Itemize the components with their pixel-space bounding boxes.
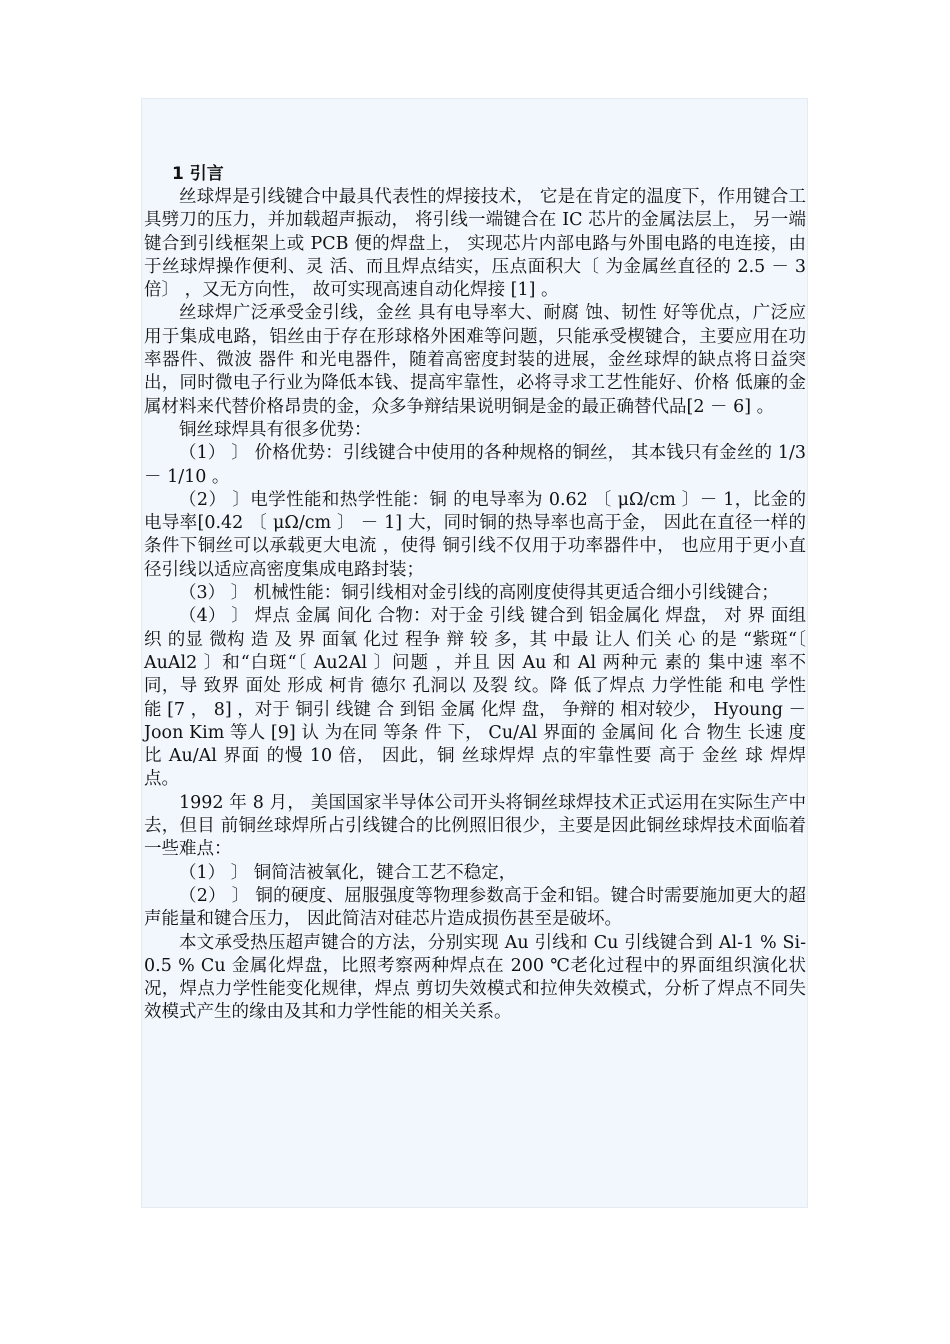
list-item-hardness: （2） 〕 铜的硬度、屈服强度等物理参数高于金和铝。键合时需要施加更大的超声能量和键合压力， 因此简洁对硅芯片造成损伤甚至是破坏。 bbox=[144, 885, 806, 930]
list-item-price: （1） 〕 价格优势：引线键合中使用的各种规格的铜丝， 其本钱只有金丝的 1/3 － 1/10 。 bbox=[144, 443, 806, 487]
document-body bbox=[144, 163, 806, 1025]
list-item-electrical: （2） 〕电学性能和热学性能：铜 的电导率为 0.62 〔 μΩ/cm 〕－ 1，比金的电导率[0.42 〔 μΩ/cm 〕 － 1] 大，同时铜的热导率也高于金， 因此在直径一样的条件下铜丝可以承载更大电流 ，使得 铜引线不仅用于功率器件中， 也应用于更小直径引线以适应高密度集成电路封装； bbox=[144, 489, 806, 580]
paragraph-gold-wire: 丝球焊广泛承受金引线，金丝 具有电导率大、耐腐 蚀、韧性 好等优点，广泛应用于集成电路，铝丝由于存在形球格外困难等问题，只能承受楔键合，主要应用在功率器件、微波 器件 和光电器件，随着高密度封装的进展，金丝球焊的缺点将日益突出，同时微电子行业为降低本钱、提高牢靠性，必将寻求工艺性能好、价格 低廉的金属材料来代替价格昂贵的金，众多争辩结果说明铜是金的最正确替代品[2 － 6] 。 bbox=[144, 303, 806, 417]
paragraph-history: 1992 年 8 月， 美国国家半导体公司开头将铜丝球焊技术正式运用在实际生产中去，但目 前铜丝球焊所占引线键合的比例照旧很少，主要是因此铜丝球焊技术面临着一些难点： bbox=[144, 792, 806, 860]
paragraph-intro: 丝球焊是引线键合中最具代表性的焊接技术， 它是在肯定的温度下，作用键合工具劈刀的压力，并加载超声振动， 将引线一端键合在 IC 芯片的金属法层上， 另一端键合到引线框架上或 PCB 便的焊盘上， 实现芯片内部电路与外围电路的电连接，由于丝球焊操作便利、灵 活、而且焊点结实，压点面积大〔 为金属丝直径的 2.5 － 3 倍〕 ，又无方向性， 故可实现高速自动化焊接 [1] 。 bbox=[144, 187, 806, 301]
list-item-oxidation: （1） 〕 铜简洁被氧化，键合工艺不稳定， bbox=[179, 862, 517, 883]
list-item-mechanical: （3） 〕 机械性能：铜引线相对金引线的高刚度使得其更适合细小引线键合； bbox=[179, 583, 779, 604]
list-item-imc: （4） 〕 焊点 金属 间化 合物：对于金 引线 键合到 铝金属化 焊盘， 对 界 面组织 的显 微构 造 及 界 面氧 化过 程争 辩 较 多，其 中最 让人 们关 心 的是 “紫斑“〔 AuAl2 〕和“白斑“〔 Au2Al 〕问题 ，并且 因 Au 和 Al 两种元 素的 集中速 率不 同，导 致界 面处 形成 柯肯 德尔 孔洞以 及裂 纹。降 低了焊点 力学性能 和电 学性 能 [7 ， 8] ，对于 铜引 线键 合 到铝 金属 化焊 盘， 争辩的 相对较少， Hyoung － Joon Kim 等人 [9] 认 为在同 等条 件 下， Cu/Al 界面的 金属间 化 合 物生 长速 度比 Au/Al 界面 的慢 10 倍， 因此，铜 丝球焊焊 点的牢靠性要 高于 金丝 球 焊焊 点。 bbox=[144, 606, 806, 790]
paragraph-method: 本文承受热压超声键合的方法，分别实现 Au 引线和 Cu 引线键合到 Al-1 % Si-0.5 % Cu 金属化焊盘，比照考察两种焊点在 200 ℃老化过程中的界面组织演化状况，焊点力学性能变化规律，焊点 剪切失效模式和拉伸失效模式，分析了焊点不同失效模式产生的缘由及其和力学性能的相关关系。 bbox=[144, 932, 806, 1023]
section-heading: 1 引言 bbox=[172, 164, 224, 184]
paragraph-advantages-intro: 铜丝球焊具有很多优势： bbox=[179, 419, 372, 440]
